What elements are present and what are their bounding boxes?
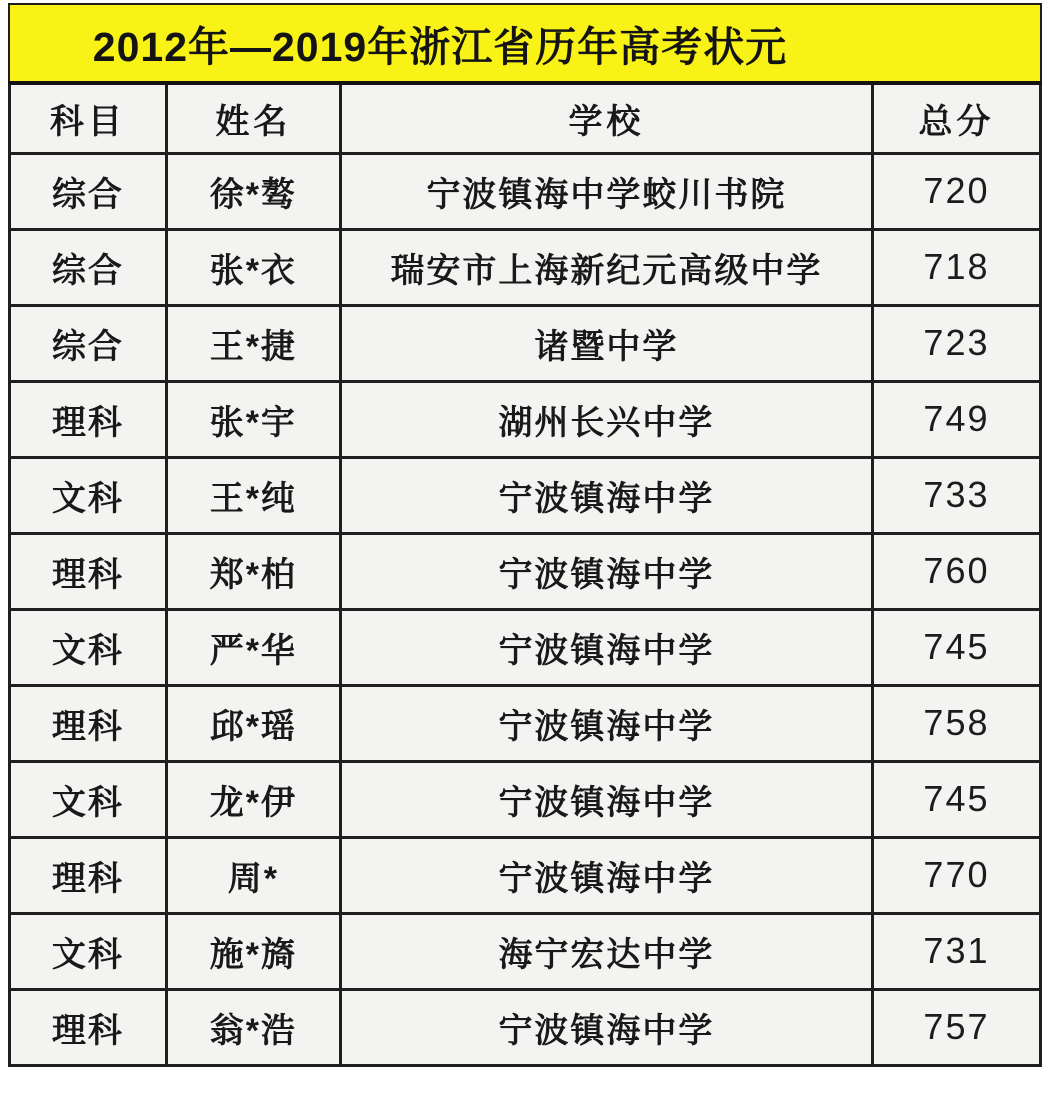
cell-name: 施*旖	[166, 913, 340, 989]
column-header-name: 姓名	[166, 83, 340, 153]
cell-school: 海宁宏达中学	[340, 913, 872, 989]
cell-name: 王*纯	[166, 457, 340, 533]
cell-subject: 文科	[10, 609, 167, 685]
cell-score: 723	[872, 305, 1040, 381]
cell-name: 张*宇	[166, 381, 340, 457]
cell-school: 宁波镇海中学	[340, 533, 872, 609]
cell-score: 758	[872, 685, 1040, 761]
cell-subject: 理科	[10, 685, 167, 761]
cell-subject: 综合	[10, 229, 167, 305]
table-row	[10, 305, 1041, 381]
cell-subject: 综合	[10, 153, 167, 229]
column-header-subject: 科目	[10, 83, 167, 153]
table-row	[10, 457, 1041, 533]
cell-school: 宁波镇海中学蛟川书院	[340, 153, 872, 229]
cell-score: 770	[872, 837, 1040, 913]
table-row	[10, 229, 1041, 305]
cell-name: 王*捷	[166, 305, 340, 381]
cell-score: 745	[872, 609, 1040, 685]
page-title: 2012年—2019年浙江省历年高考状元	[8, 3, 1042, 81]
cell-name: 龙*伊	[166, 761, 340, 837]
cell-school: 宁波镇海中学	[340, 761, 872, 837]
column-header-score: 总分	[872, 83, 1040, 153]
cell-score: 720	[872, 153, 1040, 229]
cell-score: 731	[872, 913, 1040, 989]
cell-school: 宁波镇海中学	[340, 609, 872, 685]
cell-school: 诸暨中学	[340, 305, 872, 381]
cell-name: 周*	[166, 837, 340, 913]
table-row	[10, 381, 1041, 457]
cell-score: 718	[872, 229, 1040, 305]
cell-score: 749	[872, 381, 1040, 457]
table-header	[10, 83, 1041, 153]
cell-subject: 理科	[10, 989, 167, 1065]
cell-subject: 文科	[10, 761, 167, 837]
table-row	[10, 837, 1041, 913]
table-row	[10, 533, 1041, 609]
table-row	[10, 761, 1041, 837]
header-row	[10, 83, 1041, 153]
table-body	[10, 153, 1041, 1065]
score-table-sheet	[8, 3, 1042, 1067]
cell-score: 733	[872, 457, 1040, 533]
table-row	[10, 609, 1041, 685]
cell-school: 瑞安市上海新纪元高级中学	[340, 229, 872, 305]
cell-name: 邱*瑶	[166, 685, 340, 761]
cell-score: 745	[872, 761, 1040, 837]
cell-school: 湖州长兴中学	[340, 381, 872, 457]
table-row	[10, 685, 1041, 761]
table-row	[10, 989, 1041, 1065]
cell-subject: 理科	[10, 533, 167, 609]
cell-subject: 文科	[10, 457, 167, 533]
cell-name: 严*华	[166, 609, 340, 685]
cell-subject: 综合	[10, 305, 167, 381]
cell-name: 徐*骜	[166, 153, 340, 229]
cell-school: 宁波镇海中学	[340, 685, 872, 761]
cell-score: 757	[872, 989, 1040, 1065]
gaokao-top-scorers-table	[8, 81, 1042, 1067]
cell-subject: 文科	[10, 913, 167, 989]
cell-school: 宁波镇海中学	[340, 989, 872, 1065]
cell-subject: 理科	[10, 837, 167, 913]
cell-school: 宁波镇海中学	[340, 837, 872, 913]
cell-name: 郑*柏	[166, 533, 340, 609]
cell-name: 翁*浩	[166, 989, 340, 1065]
table-row	[10, 913, 1041, 989]
cell-score: 760	[872, 533, 1040, 609]
column-header-school: 学校	[340, 83, 872, 153]
cell-school: 宁波镇海中学	[340, 457, 872, 533]
cell-name: 张*衣	[166, 229, 340, 305]
cell-subject: 理科	[10, 381, 167, 457]
table-row	[10, 153, 1041, 229]
